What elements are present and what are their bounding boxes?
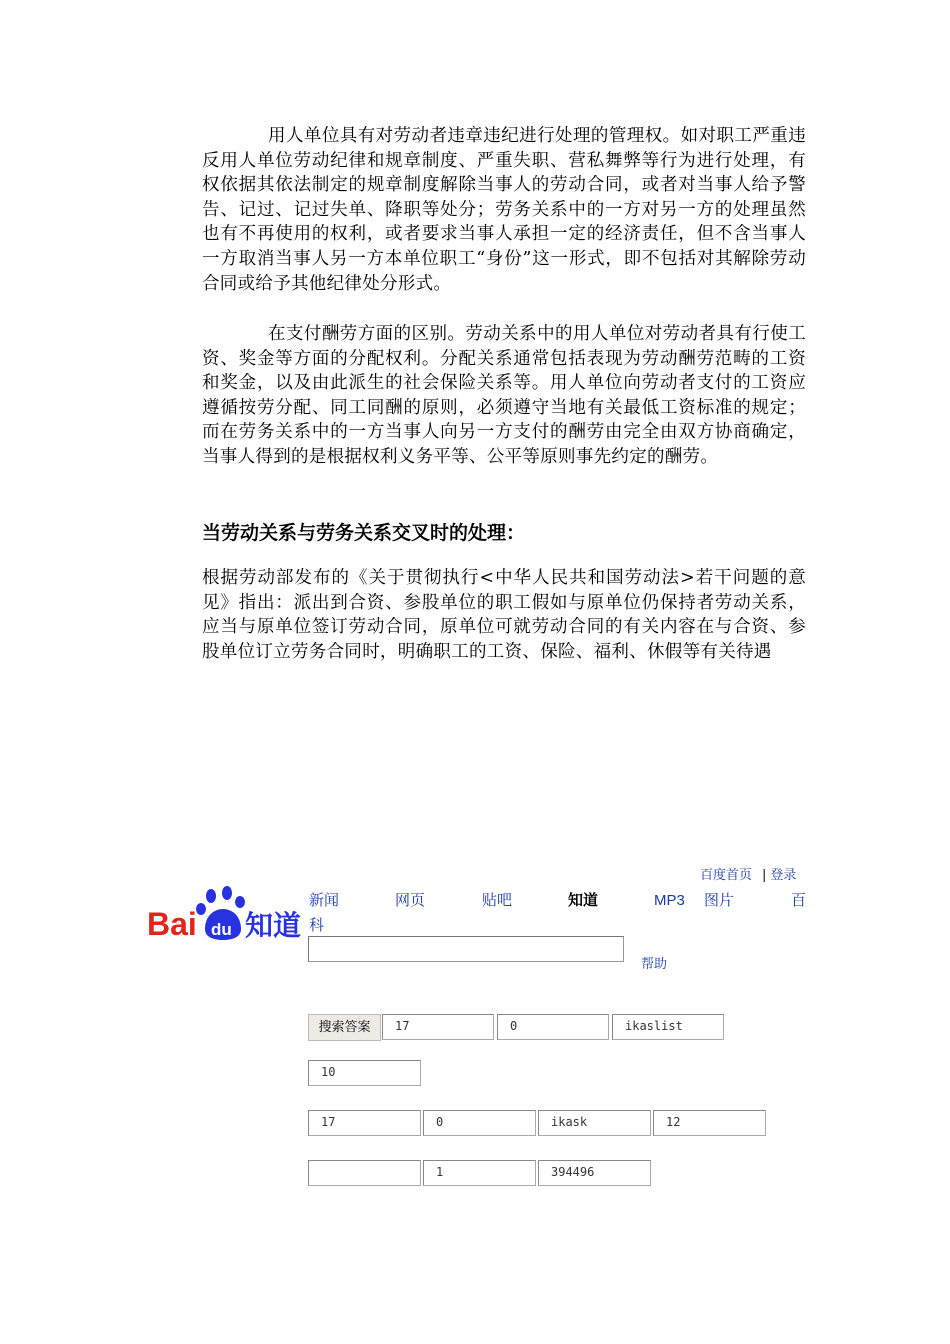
nav-baike-wrap[interactable]: 科 xyxy=(309,916,325,934)
hidden-field[interactable]: ikask xyxy=(538,1110,651,1136)
hidden-field[interactable]: 12 xyxy=(653,1110,766,1136)
hidden-field[interactable]: 394496 xyxy=(538,1160,651,1186)
login-link[interactable]: 登录 xyxy=(770,868,797,883)
search-input[interactable] xyxy=(308,936,624,962)
paragraph-remuneration: 在支付酬劳方面的区别。劳动关系中的用人单位对劳动者具有行使工资、奖金等方面的分配权利。分配关系通常包括表现为劳动酬劳范畴的工资和奖金，以及由此派生的社会保险关系等。用人单位向劳动者支付的工资应遵循按劳分配、同工同酬的原则，必须遵守当地有关最低工资标准的规定；而在劳务关系中的一方当事人向另一方支付的酬劳由完全由双方协商确定，当事人得到的是根据权利义务平等、公平等原则事先约定的酬劳。 xyxy=(202,324,806,467)
nav-baike[interactable]: 百 xyxy=(791,891,807,909)
hidden-field[interactable]: 1 xyxy=(423,1160,536,1186)
baidu-home-link[interactable]: 百度首页 xyxy=(700,868,753,883)
baidu-paw-logo-icon xyxy=(145,885,310,943)
nav-zhidao: 知道 xyxy=(568,891,599,909)
nav-news[interactable]: 新闻 xyxy=(309,891,340,909)
section-heading: 当劳动关系与劳务关系交叉时的处理： xyxy=(202,522,526,544)
link-separator: | xyxy=(762,868,767,883)
logo-text-du: du xyxy=(211,920,232,939)
hidden-field[interactable]: 17 xyxy=(382,1014,494,1040)
logo-text-bai: Bai xyxy=(147,906,197,942)
help-link[interactable]: 帮助 xyxy=(641,957,668,972)
paragraph-cross-relationship: 根据劳动部发布的《关于贯彻执行<中华人民共和国劳动法>若干问题的意见》指出：派出到合资、参股单位的职工假如与原单位仍保持者劳动关系，应当与原单位签订劳动合同，原单位可就劳动合同的有关内容在与合资、参股单位订立劳务合同时，明确职工的工资、保险、福利、休假等有关待遇 xyxy=(202,568,806,662)
search-answers-button[interactable]: 搜索答案 xyxy=(308,1014,381,1041)
hidden-field[interactable]: ikaslist xyxy=(612,1014,724,1040)
logo-text-zhidao: 知道 xyxy=(245,909,302,942)
hidden-field[interactable]: 17 xyxy=(308,1110,421,1136)
baidu-zhidao-logo[interactable] xyxy=(145,885,310,943)
paragraph-management-rights: 用人单位具有对劳动者违章违纪进行处理的管理权。如对职工严重违反用人单位劳动纪律和规章制度、严重失职、营私舞弊等行为进行处理，有权依据其依法制定的规章制度解除当事人的劳动合同，或者对当事人给予警告、记过、记过失单、降职等处分；劳务关系中的一方对另一方的处理虽然也有不再使用的权利，或者要求当事人承担一定的经济责任，但不含当事人一方取消当事人另一方本单位职工“身份”这一形式，即不包括对其解除劳动合同或给予其他纪律处分形式。 xyxy=(202,126,806,294)
hidden-field[interactable]: 0 xyxy=(423,1110,536,1136)
nav-images[interactable]: 图片 xyxy=(704,891,735,909)
nav-web[interactable]: 网页 xyxy=(395,891,426,909)
top-links xyxy=(700,864,796,883)
hidden-field[interactable] xyxy=(308,1160,421,1186)
nav-mp3[interactable]: MP3 xyxy=(654,892,685,909)
hidden-field[interactable]: 0 xyxy=(497,1014,609,1040)
nav-tieba[interactable]: 贴吧 xyxy=(482,891,513,909)
hidden-field[interactable]: 10 xyxy=(308,1060,421,1086)
product-nav xyxy=(309,888,807,938)
